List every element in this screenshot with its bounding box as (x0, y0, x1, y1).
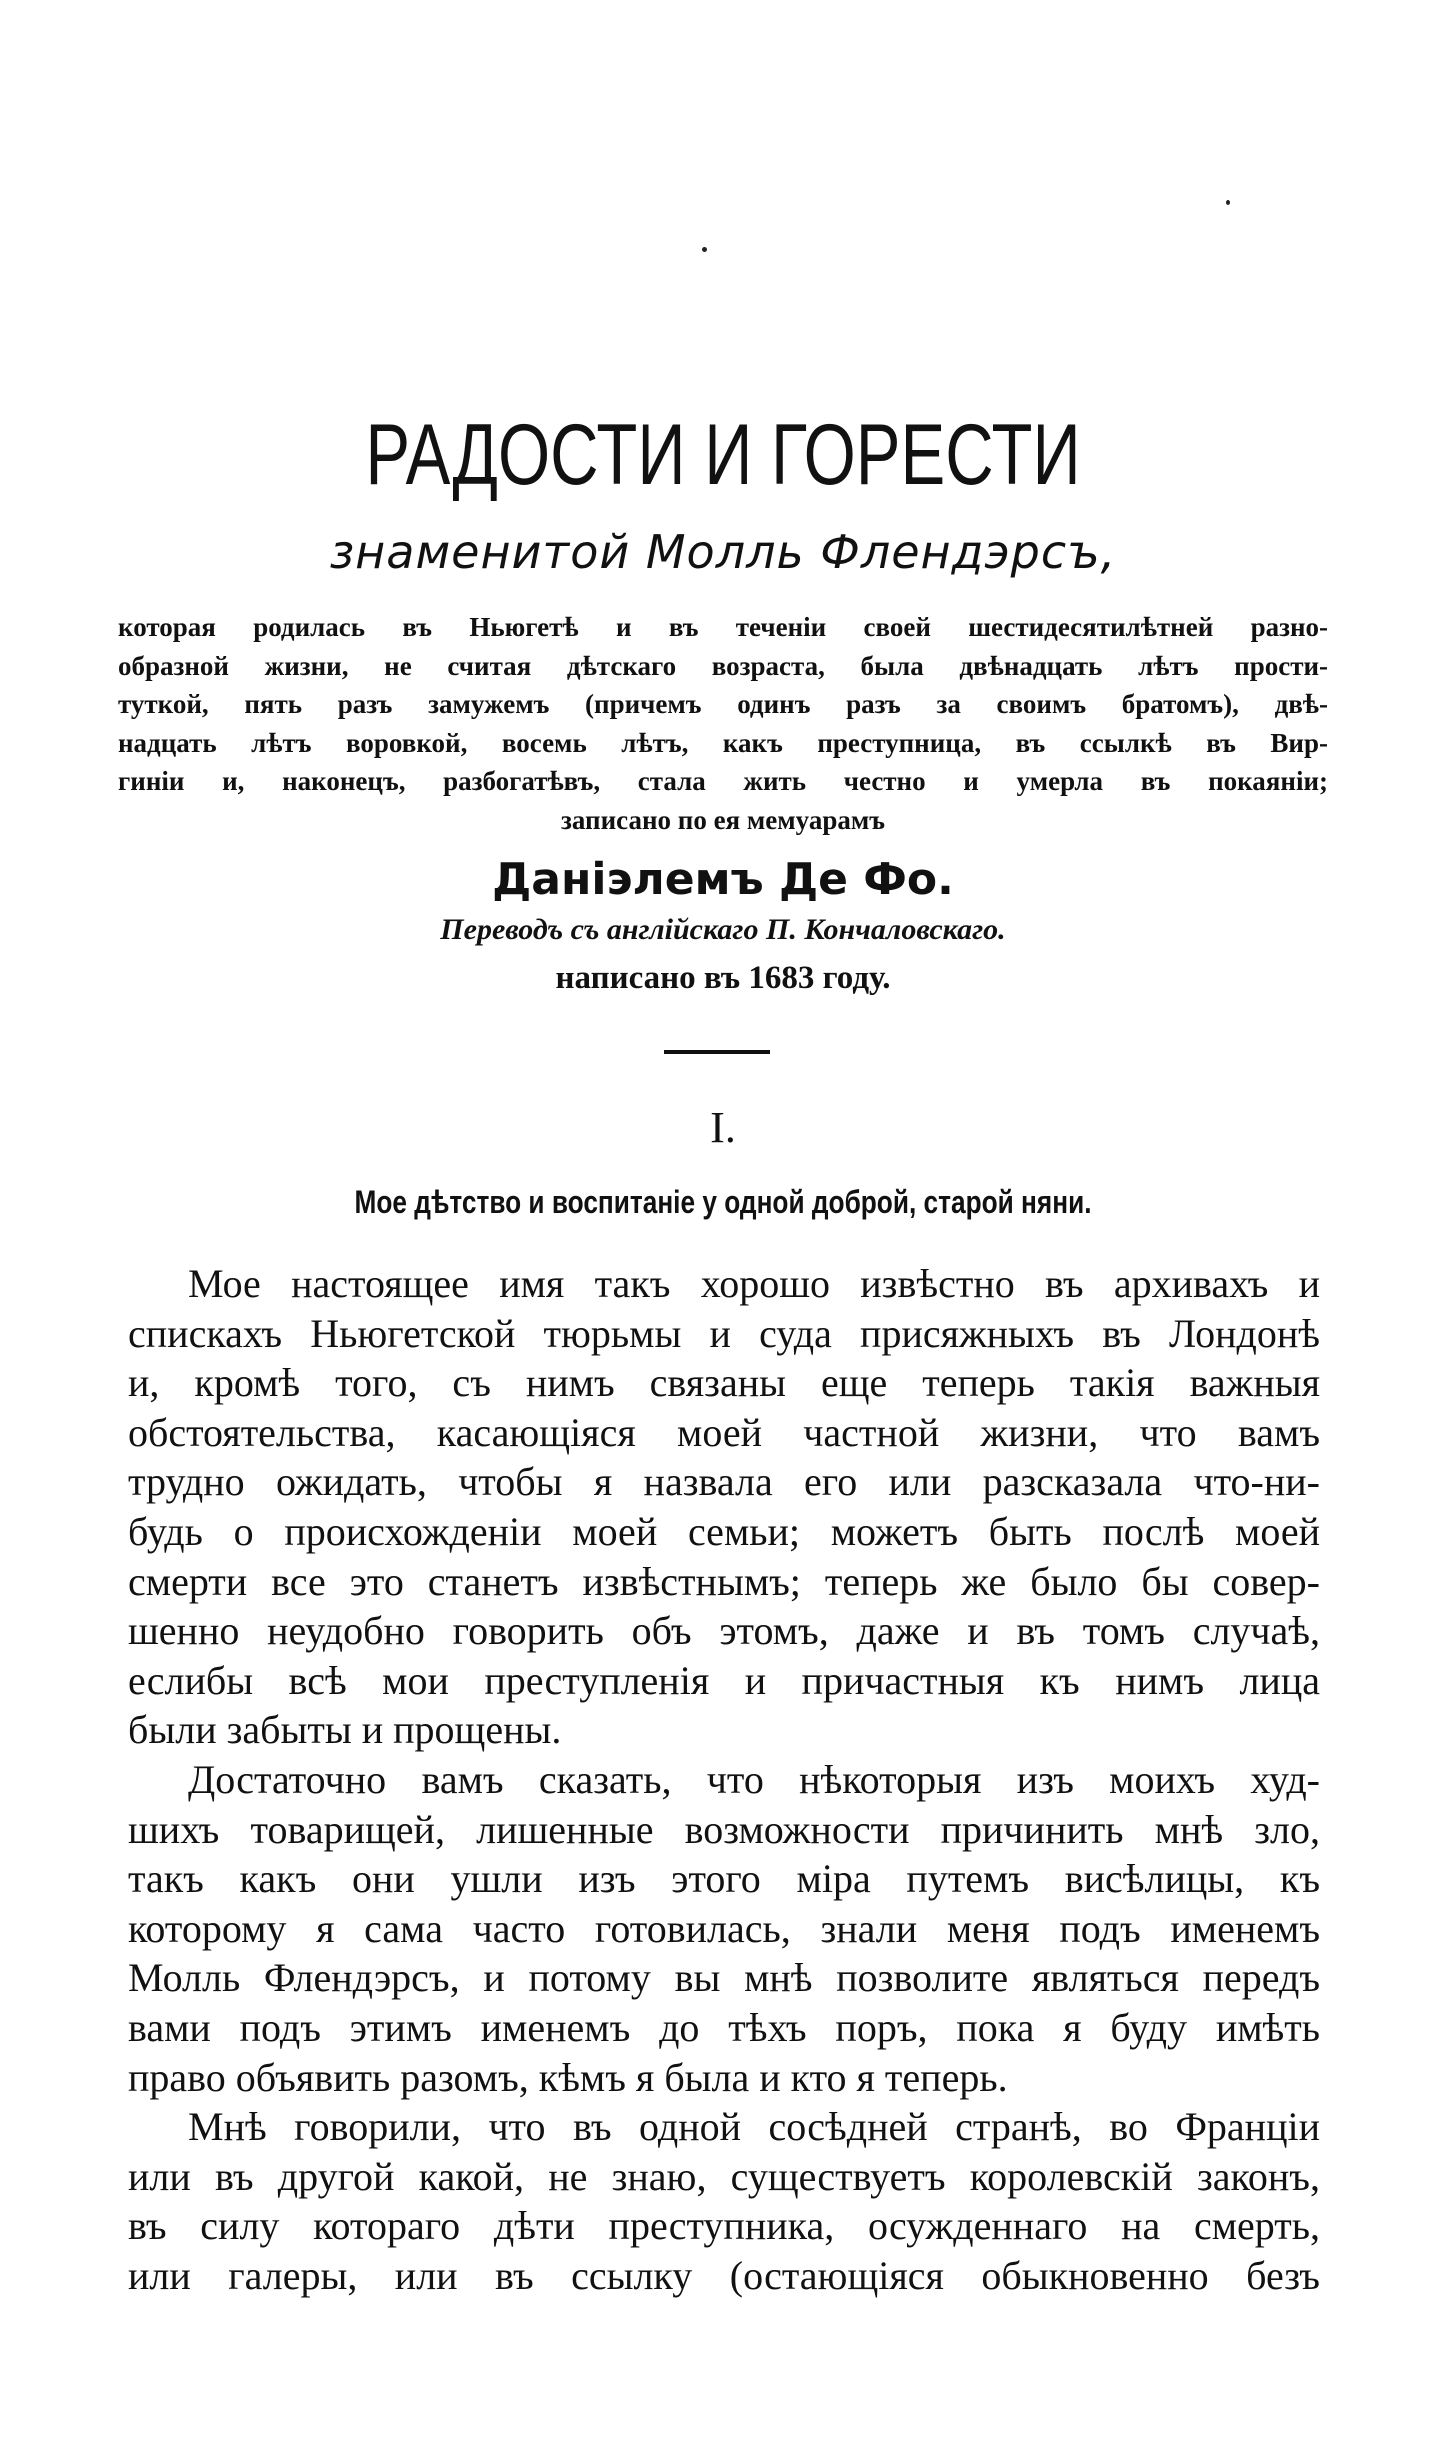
body-line: или въ другой какой, не знаю, существуетъ королевскій законъ, (128, 2153, 1320, 2199)
description-line: образной жизни, не считая дѣтскаго возраста, была двѣнадцать лѣтъ прости- (118, 650, 1328, 681)
body-line: Мое настоящее имя такъ хорошо извѣстно въ архивахъ и (188, 1261, 1320, 1306)
book-title: РАДОСТИ И ГОРЕСТИ (365, 407, 1081, 503)
body-line: Молль Флендэрсъ, и потому вы мнѣ позволите являться передъ (128, 1955, 1320, 2001)
description-line: туткой, пять разъ замужемъ (причемъ одинъ разъ за своимъ братомъ), двѣ- (118, 689, 1328, 719)
body-line: вами подъ этимъ именемъ до тѣхъ поръ, пока я буду имѣть (128, 2004, 1320, 2050)
body-line: спискахъ Ньюгетской тюрьмы и суда присяжныхъ въ Лондонѣ (128, 1310, 1320, 1356)
body-line: Достаточно вамъ сказать, что нѣкоторыя изъ моихъ худ- (188, 1756, 1320, 1802)
book-subtitle: знаменитой Молль Флендэрсъ, (329, 525, 1117, 579)
body-line: въ силу котораго дѣти преступника, осужденнаго на смерть, (128, 2203, 1320, 2249)
body-line: которому я сама часто готовилась, знали меня подъ именемъ (128, 1905, 1320, 1951)
print-speck (1226, 200, 1230, 205)
body-line: и, кромѣ того, съ нимъ связаны еще теперь такія важныя (128, 1360, 1320, 1406)
author-line: Даніэлемъ Де Фо. (492, 854, 954, 905)
description-line: надцать лѣтъ воровкой, восемь лѣтъ, какъ преступница, въ ссылкѣ въ Вир- (118, 727, 1328, 758)
body-line: право объявить разомъ, кѣмъ я была и кто я теперь. (128, 2054, 1008, 2100)
translator-line: Переводъ съ англійскаго П. Кончаловскаго. (440, 913, 1006, 946)
body-line: трудно ожидать, чтобы я назвала его или разсказала что-ни- (128, 1459, 1320, 1505)
chapter-number: I. (710, 1103, 736, 1152)
description-line: записано по ея мемуарамъ (561, 804, 885, 835)
divider-rule (664, 1050, 770, 1054)
chapter-body (128, 1259, 1320, 2300)
body-line: смерти все это станетъ извѣстнымъ; теперь же было бы совер- (128, 1558, 1320, 1604)
written-date-line: написано въ 1683 году. (555, 960, 891, 996)
chapter-title: Мое дѣтство и воспитаніе у одной доброй, старой няни. (354, 1184, 1092, 1220)
body-line: Мнѣ говорили, что въ одной сосѣдней странѣ, во Франціи (188, 2104, 1320, 2150)
body-line: будь о происхожденіи моей семьи; можетъ быть послѣ моей (128, 1508, 1320, 1554)
body-line: или галеры, или въ ссылку (остающіяся обыкновенно безъ (128, 2252, 1320, 2298)
body-line: шихъ товарищей, лишенные возможности причинить мнѣ зло, (128, 1806, 1320, 1852)
body-line: еслибы всѣ мои преступленія и причастныя къ нимъ лица (128, 1657, 1320, 1703)
body-line: были забыты и прощены. (128, 1707, 562, 1753)
body-line: обстоятельства, касающіяся моей частной жизни, что вамъ (128, 1409, 1320, 1455)
description-line: гиніи и, наконецъ, разбогатѣвъ, стала жить честно и умерла въ покаяніи; (118, 766, 1328, 796)
description-line: которая родилась въ Ньюгетѣ и въ теченіи своей шестидесятилѣтней разно- (118, 612, 1328, 642)
body-line: такъ какъ они ушли изъ этого міра путемъ висѣлицы, къ (128, 1856, 1320, 1902)
body-line: шенно неудобно говорить объ этомъ, даже и въ томъ случаѣ, (128, 1608, 1320, 1654)
print-speck (702, 247, 707, 252)
title-description (118, 608, 1328, 839)
